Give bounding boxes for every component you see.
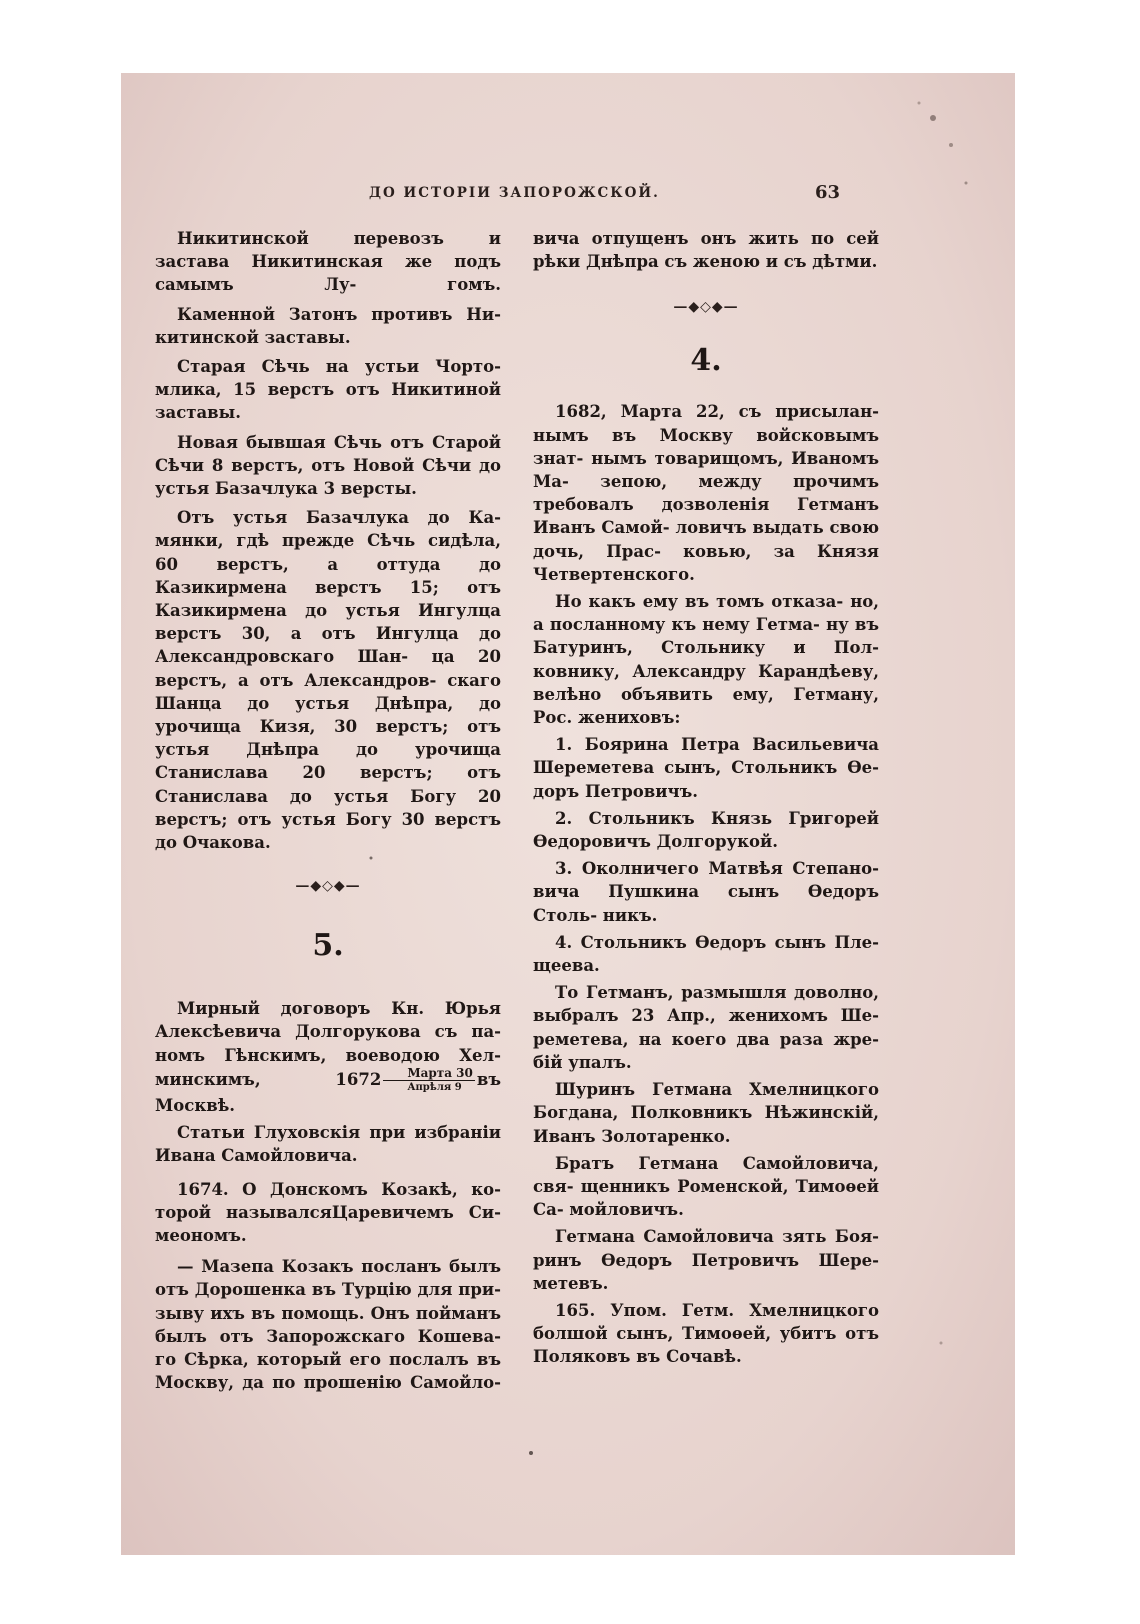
paragraph: Шуринъ Гетмана Хмелницкого Богдана, Полковникъ Нѣжинскій, Иванъ Золотаренко. xyxy=(533,1080,879,1146)
paragraph: Братъ Гетмана Самойловича, свя- щенникъ Роменской, Тимоѳей Са- мойловичъ. xyxy=(533,1153,879,1220)
list-item: 4. Стольникъ Ѳедоръ сынъ Пле- щеева. xyxy=(533,932,879,976)
paragraph: Отъ устья Базачлука до Ка- мянки, гдѣ прежде Сѣчь сидѣла, 60 верстъ, а оттуда до Казикирмена верстъ 15; отъ Казикирмена до устья Ингулца верстъ 30, а отъ Ингулца до Александровскаго Шан- ца 20 верстъ, а отъ Александров- скаго Шанца до устья Днѣпра, до урочища Кизя, 30 верстъ; отъ устья Днѣпра до урочища Станислава 20 верстъ; отъ Станислава до устья Богу 20 верстъ; отъ устья Богу 30 верстъ до Очакова. xyxy=(155,508,502,853)
list-item: 3. Околничего Матвѣя Степано- вича Пушкина сынъ Ѳедоръ Столь- никъ. xyxy=(533,859,879,925)
section-ornament: —◆◇◆— xyxy=(295,878,361,895)
paragraph: 165. Упом. Гетм. Хмелницкого болшой сынъ, Тимоѳей, убитъ отъ Поляковъ въ Сочавѣ. xyxy=(533,1300,879,1367)
right-column xyxy=(533,227,879,1369)
paragraph: Гетмана Самойловича зять Боя- ринъ Ѳедоръ Петровичъ Шере- метевъ. xyxy=(533,1227,879,1293)
list-item: 2. Стольникъ Князь Григорей Ѳедоровичъ Долгорукой. xyxy=(533,808,879,852)
paragraph: Мирный договоръ Кн. Юрья Алексѣевича Долгорукова съ па- номъ Гѣнскимъ, воеводою Хел- минскимъ, 1672 $\frac{\text{Марта 30}}{\text{Апрѣля 9}}$ въ Москвѣ. xyxy=(155,999,501,1115)
section-number: 5. xyxy=(312,928,344,964)
date-fraction: $\frac{\text{Марта 30}}{\text{Апрѣля 9}}$ xyxy=(383,1067,475,1094)
paragraph: — Мазепа Козакъ посланъ былъ отъ Дорошенка въ Турцію для при- зыву ихъ въ помощь. Онъ пойманъ былъ отъ Запорожскаго Кошева- го Сѣрка, который его послалъ въ Москву, да по прошенію Самойло- xyxy=(155,1257,501,1393)
paragraph: Каменной Затонъ противъ Ни- китинской заставы. xyxy=(155,304,501,347)
paragraph: 1682, Марта 22, съ присылан- нымъ въ Москву войсковымъ знат- нымъ товарищомъ, Иваномъ Ма- зепою, между прочимъ требовалъ дозволенія Гетманъ Иванъ Самой- ловичъ выдать свою дочь, Прас- ковью, за Князя Четвертенского. xyxy=(533,402,879,584)
paragraph: Никитинской перевозъ и застава Никитинская же подъ самымъ Лу- гомъ. xyxy=(155,229,502,295)
paragraph: Старая Сѣчь на устьи Чорто- млика, 15 верстъ отъ Никитиной заставы. xyxy=(155,357,501,423)
paragraph: Новая бывшая Сѣчь отъ Старой Сѣчи 8 верстъ, отъ Новой Сѣчи до устья Базачлука 3 версты. xyxy=(155,432,501,499)
section-number: 4. xyxy=(690,343,722,379)
running-header xyxy=(121,182,1015,211)
paragraph: 1674. О Донскомъ Козакѣ, ко- торой называлсяЦаревичемъ Си- меономъ. xyxy=(155,1179,501,1245)
paragraph: Но какъ ему въ томъ отказа- но, а посланному къ нему Гетма- ну въ Батуринъ, Стольнику и Пол- ковнику, Александру Карандѣеву, велѣно объявить ему, Гетману, Рос. жениховъ: xyxy=(533,592,880,728)
section-ornament: —◆◇◆— xyxy=(673,299,739,316)
paragraph: То Гетманъ, размышля доволно, выбралъ 23 Апр., женихомъ Ше- реметева, на коего два раза жре- бій упалъ. xyxy=(533,983,879,1072)
book-page xyxy=(121,73,1015,1555)
left-column xyxy=(155,227,501,1394)
page-number: 63 xyxy=(815,182,841,203)
running-title: ДО ИСТОРІИ ЗАПОРОЖСКОЙ. xyxy=(369,185,660,201)
list-item: 1. Боярина Петра Васильевича Шереметева сынъ, Стольникъ Ѳе- доръ Петровичъ. xyxy=(533,735,879,801)
paragraph: Статьи Глуховскія при избраніи Ивана Самойловича. xyxy=(155,1123,501,1166)
paragraph: вича отпущенъ онъ жить по сей рѣки Днѣпра съ женою и съ дѣтми. xyxy=(533,229,879,272)
